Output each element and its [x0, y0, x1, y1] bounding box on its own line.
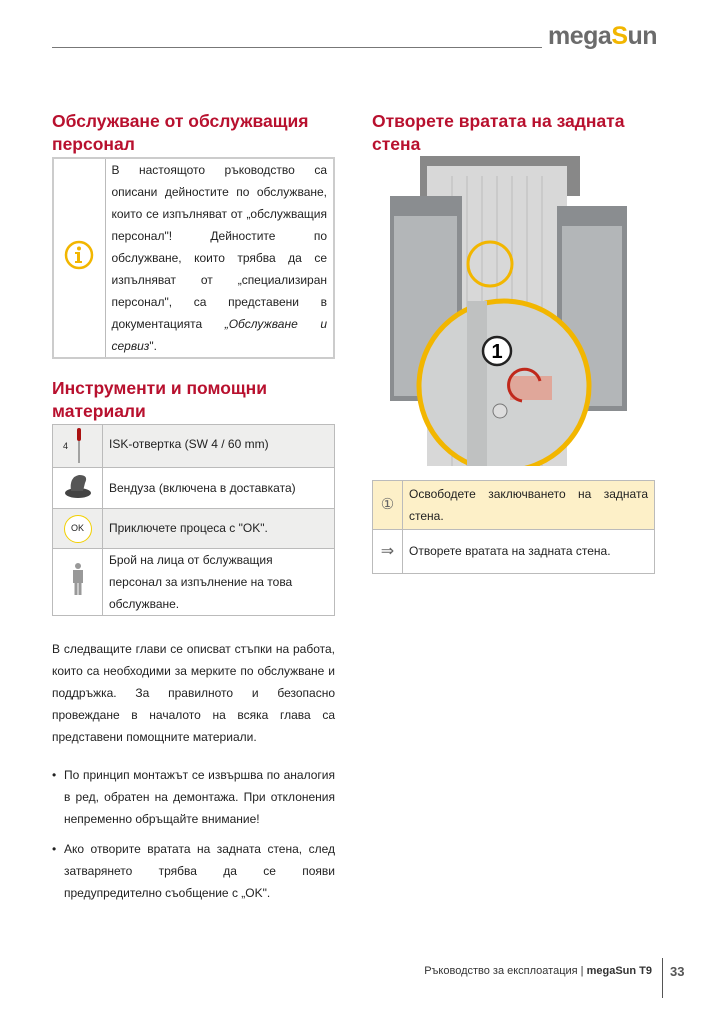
table-row [53, 425, 335, 468]
right-column [372, 110, 655, 574]
step-text: Отворете вратата на задната стена. [403, 530, 655, 574]
tool-text: ISK-отвертка (SW 4 / 60 mm) [103, 425, 335, 468]
body-paragraph: В следващите глави се описват стъпки на работа, които са необходими за мерките по обслужване и поддръжка. За правилното и безопасно провеждане в началото на всяка глава са представени помощните материали. [52, 642, 335, 744]
left-column [52, 110, 335, 904]
bullet-item: • По принцип монтажът се извършва по аналогия в ред, обратен на демонтажа. При отклонения непременно обръщайте внимание! [52, 764, 335, 830]
bullet-item: • Ако отворите вратата на задната стена, след затварянето трябва да се появи предупредително съобщение с „OK". [52, 838, 335, 904]
section-title-open-door: Отворете вратата на задната стена [372, 111, 625, 154]
screwdriver-icon: 4 [53, 425, 103, 468]
table-row [53, 549, 335, 616]
tool-text: Брой на лица от бслужващия персонал за изпълнение на това обслужване. [103, 549, 335, 616]
step-text: Освободете заключването на задната стена. [403, 481, 655, 530]
header-rule [52, 47, 542, 48]
info-text: В настоящото ръководство са описани дейностите по обслужване, които се изпълняват от „обслужващия персонал"! Дейностите по обслужване, които трябва да се изпълняват от „специализиран персонал", са представени в документацията „Обслужване и сервиз". [105, 158, 334, 358]
step-number-icon: ① [373, 481, 403, 530]
tool-text: Приключете процеса с "OK". [103, 509, 335, 549]
bullet-list [52, 764, 335, 904]
section-title-service: Обслужване от обслужващия персонал [52, 111, 309, 154]
table-row [53, 468, 335, 509]
person-icon [53, 549, 103, 616]
info-icon [53, 158, 105, 358]
tool-text: Вендуза (включена в доставката) [103, 468, 335, 509]
arrow-right-icon: ⇒ [373, 530, 403, 574]
footer-divider [662, 958, 663, 998]
megasun-logo: megaSun [548, 22, 658, 50]
section-title-tools: Инструменти и помощни материали [52, 378, 267, 421]
page-number: 33 [670, 964, 685, 979]
info-box [52, 157, 335, 359]
callout-number: 1 [491, 341, 503, 363]
ok-icon: OK [53, 509, 103, 549]
rear-wall-illustration [372, 156, 628, 466]
table-row [373, 481, 655, 530]
footer-text: Ръководство за експлоатация | megaSun T9 [424, 965, 652, 977]
table-row [373, 530, 655, 574]
table-row [53, 509, 335, 549]
tools-table [52, 424, 335, 616]
suction-cup-icon [53, 468, 103, 509]
steps-table [372, 480, 655, 574]
